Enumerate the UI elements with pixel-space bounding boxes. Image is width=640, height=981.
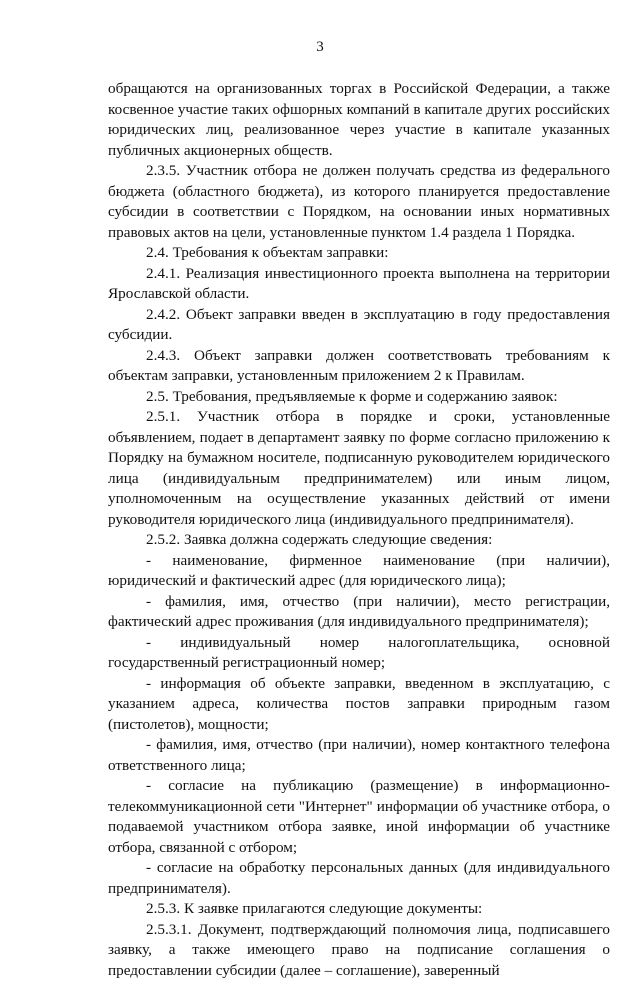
paragraph: 2.5.3.1. Документ, подтверждающий полномочия лица, подписавшего заявку, а также имеющего право на подписание соглашения о предоставлении субсидии (далее – соглашение), заверенный [108, 920, 610, 981]
paragraph: 2.5.3. К заявке прилагаются следующие документы: [108, 899, 610, 920]
document-body [108, 79, 610, 981]
paragraph: 2.3.5. Участник отбора не должен получать средства из федерального бюджета (областного бюджета), из которого планируется предоставление субсидии в соответствии с Порядком, на основании иных нормативных правовых актов на цели, установленные пунктом 1.4 раздела 1 Порядка. [108, 161, 610, 243]
paragraph: - индивидуальный номер налогоплательщика, основной государственный регистрационный номер; [108, 633, 610, 674]
paragraph: 2.4. Требования к объектам заправки: [108, 243, 610, 264]
paragraph: 2.5. Требования, предъявляемые к форме и содержанию заявок: [108, 387, 610, 408]
paragraph: 2.4.3. Объект заправки должен соответствовать требованиям к объектам заправки, установленным приложением 2 к Правилам. [108, 346, 610, 387]
paragraph: обращаются на организованных торгах в Российской Федерации, а также косвенное участие таких офшорных компаний в капитале других российских юридических лиц, реализованное через участие в капитале указанных публичных акционерных обществ. [108, 79, 610, 161]
paragraph: - фамилия, имя, отчество (при наличии), номер контактного телефона ответственного лица; [108, 735, 610, 776]
paragraph: 2.4.1. Реализация инвестиционного проекта выполнена на территории Ярославской области. [108, 264, 610, 305]
paragraph: - фамилия, имя, отчество (при наличии), место регистрации, фактический адрес проживания (для индивидуального предпринимателя); [108, 592, 610, 633]
paragraph: 2.5.1. Участник отбора в порядке и сроки, установленные объявлением, подает в департамент заявку по форме согласно приложению к Порядку на бумажном носителе, подписанную руководителем юридического лица (индивидуальным предпринимателем) или иным лицом, уполномоченным на осуществление указанных действий от имени руководителя юридического лица (индивидуального предпринимателя). [108, 407, 610, 530]
paragraph: 2.5.2. Заявка должна содержать следующие сведения: [108, 530, 610, 551]
paragraph: - согласие на обработку персональных данных (для индивидуального предпринимателя). [108, 858, 610, 899]
paragraph: - согласие на публикацию (размещение) в информационно-телекоммуникационной сети "Интернет" информации об участнике отбора, о подаваемой участником отбора заявке, иной информации об участнике отбора, связанной с отбором; [108, 776, 610, 858]
paragraph: 2.4.2. Объект заправки введен в эксплуатацию в году предоставления субсидии. [108, 305, 610, 346]
paragraph: - информация об объекте заправки, введенном в эксплуатацию, с указанием адреса, количества постов заправки природным газом (пистолетов), мощности; [108, 674, 610, 736]
paragraph: - наименование, фирменное наименование (при наличии), юридический и фактический адрес (для юридического лица); [108, 551, 610, 592]
page-number: 3 [0, 38, 640, 56]
